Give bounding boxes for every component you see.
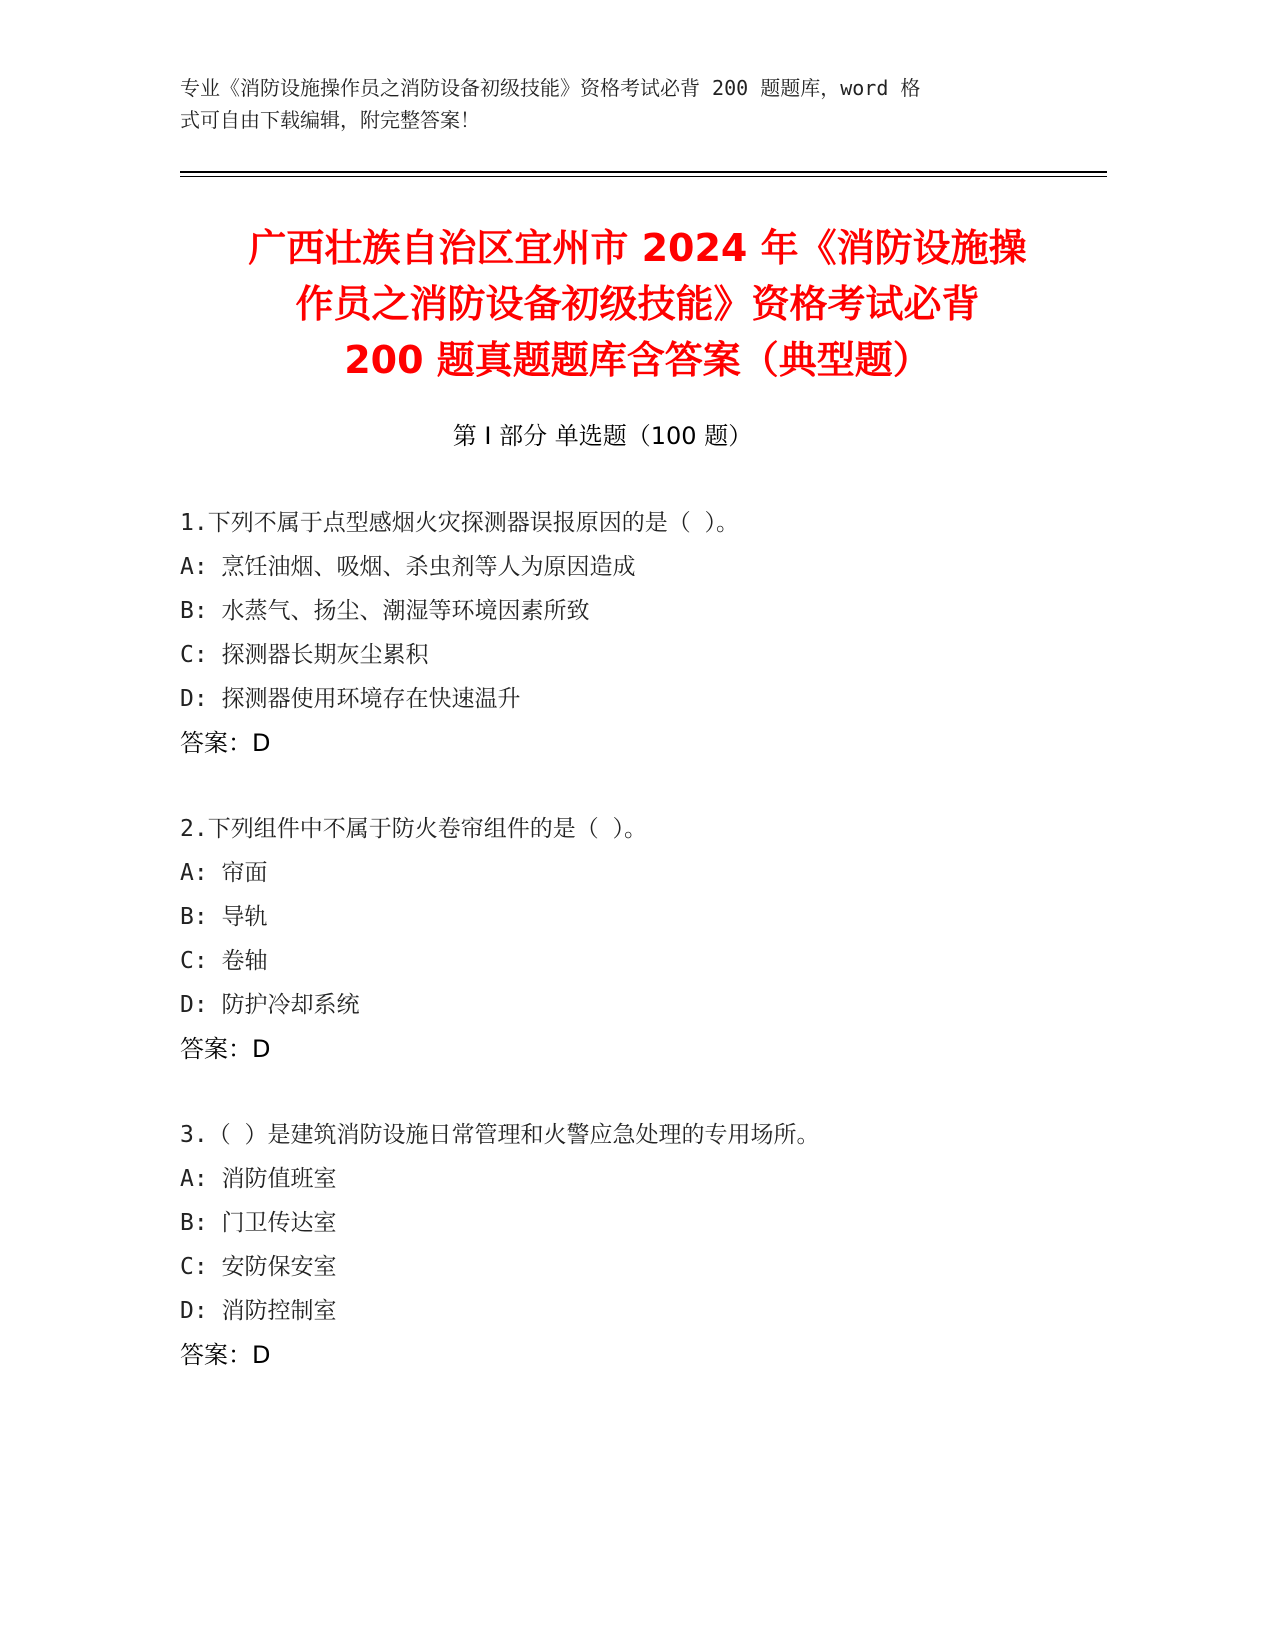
answer: 答案：D (180, 729, 271, 757)
question-stem: 3.（ ）是建筑消防设施日常管理和火警应急处理的专用场所。 (180, 1122, 820, 1148)
header-divider-thick (180, 171, 1107, 173)
header-note-line-2: 式可自由下载编辑，附完整答案！ (180, 108, 480, 132)
document-title-line-1: 广西壮族自治区宜州市 2024 年《消防设施操 (248, 226, 1027, 270)
option-d: D: 探测器使用环境存在快速温升 (180, 686, 521, 712)
section-heading: 第 I 部分 单选题（100 题） (452, 422, 753, 450)
option-d: D: 防护冷却系统 (180, 992, 360, 1018)
option-b: B: 水蒸气、扬尘、潮湿等环境因素所致 (180, 598, 590, 624)
option-b: B: 导轨 (180, 904, 268, 930)
document-title-line-2: 作员之消防设备初级技能》资格考试必背 (295, 282, 980, 326)
option-a: A: 帘面 (180, 860, 268, 886)
question-stem: 1.下列不属于点型感烟火灾探测器误报原因的是（ ）。 (180, 510, 740, 536)
option-c: C: 卷轴 (180, 948, 268, 974)
question-1 (180, 501, 1080, 765)
header-note-line-1: 专业《消防设施操作员之消防设备初级技能》资格考试必背 200 题题库，word 格 (180, 76, 921, 100)
option-d: D: 消防控制室 (180, 1298, 337, 1324)
answer: 答案：D (180, 1341, 271, 1369)
document-title (150, 220, 1125, 388)
document-title-line-3: 200 题真题题库含答案（典型题） (344, 338, 931, 382)
option-a: A: 消防值班室 (180, 1166, 337, 1192)
header-divider-thin (180, 176, 1107, 177)
question-stem: 2.下列组件中不属于防火卷帘组件的是（ ）。 (180, 816, 648, 842)
option-c: C: 探测器长期灰尘累积 (180, 642, 429, 668)
option-a: A: 烹饪油烟、吸烟、杀虫剂等人为原因造成 (180, 554, 636, 580)
option-c: C: 安防保安室 (180, 1254, 337, 1280)
answer: 答案：D (180, 1035, 271, 1063)
question-2 (180, 807, 1080, 1071)
option-b: B: 门卫传达室 (180, 1210, 337, 1236)
question-3 (180, 1113, 1080, 1377)
header-note (180, 72, 1030, 136)
